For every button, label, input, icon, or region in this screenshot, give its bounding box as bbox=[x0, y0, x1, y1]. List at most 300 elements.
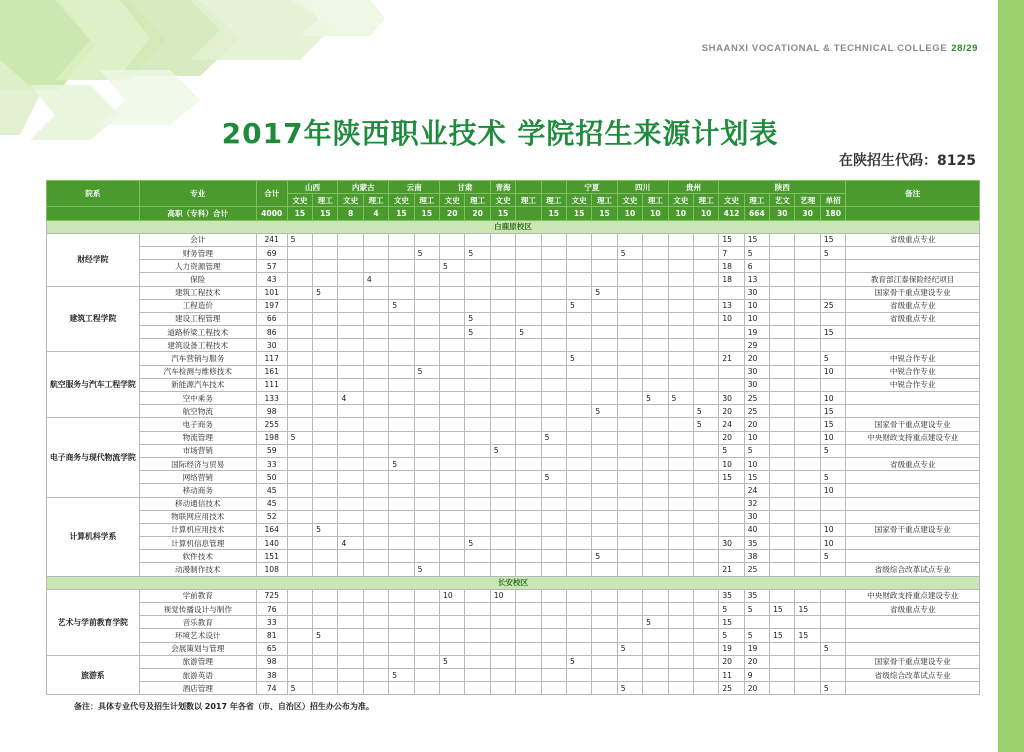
quota-cell bbox=[414, 523, 439, 536]
quota-cell bbox=[541, 497, 566, 510]
quota-cell: 10 bbox=[820, 537, 845, 550]
quota-cell bbox=[643, 642, 668, 655]
quota-cell bbox=[592, 246, 617, 259]
quota-cell bbox=[440, 431, 465, 444]
quota-cell: 5 bbox=[719, 629, 744, 642]
quota-cell bbox=[693, 233, 718, 246]
quota-cell: 18 bbox=[719, 260, 744, 273]
quota-cell bbox=[617, 365, 642, 378]
quota-cell bbox=[313, 642, 338, 655]
quota-cell bbox=[617, 497, 642, 510]
quota-cell: 5 bbox=[617, 246, 642, 259]
quota-cell bbox=[363, 457, 388, 470]
quota-cell bbox=[795, 550, 820, 563]
quota-cell bbox=[516, 510, 541, 523]
quota-cell bbox=[287, 616, 312, 629]
quota-cell bbox=[770, 312, 795, 325]
quota-cell bbox=[287, 537, 312, 550]
quota-cell bbox=[592, 392, 617, 405]
quota-cell bbox=[287, 523, 312, 536]
quota-cell bbox=[693, 365, 718, 378]
total-row-sum: 4000 bbox=[256, 207, 287, 220]
table-row bbox=[47, 629, 980, 642]
quota-cell bbox=[668, 312, 693, 325]
major-name: 人力资源管理 bbox=[139, 260, 256, 273]
quota-cell bbox=[541, 365, 566, 378]
major-remark bbox=[846, 260, 980, 273]
quota-cell bbox=[287, 286, 312, 299]
quota-cell bbox=[592, 273, 617, 286]
quota-cell bbox=[541, 299, 566, 312]
quota-cell bbox=[516, 682, 541, 695]
quota-cell bbox=[338, 246, 363, 259]
header-province: 内蒙古 bbox=[338, 181, 389, 194]
quota-cell bbox=[414, 444, 439, 457]
quota-cell bbox=[313, 326, 338, 339]
quota-cell: 5 bbox=[820, 682, 845, 695]
total-cell: 15 bbox=[414, 207, 439, 220]
major-name: 环境艺术设计 bbox=[139, 629, 256, 642]
major-remark: 中锐合作专业 bbox=[846, 352, 980, 365]
quota-cell bbox=[287, 444, 312, 457]
table-row bbox=[47, 260, 980, 273]
quota-cell bbox=[338, 616, 363, 629]
quota-cell bbox=[440, 233, 465, 246]
quota-cell bbox=[490, 233, 515, 246]
quota-cell: 5 bbox=[617, 642, 642, 655]
quota-cell bbox=[465, 563, 490, 576]
quota-cell bbox=[363, 484, 388, 497]
header-subhead: 理工 bbox=[693, 194, 718, 207]
quota-cell bbox=[414, 497, 439, 510]
quota-cell bbox=[440, 312, 465, 325]
quota-cell bbox=[440, 457, 465, 470]
quota-cell bbox=[440, 484, 465, 497]
major-total: 43 bbox=[256, 273, 287, 286]
quota-cell bbox=[541, 444, 566, 457]
quota-cell bbox=[617, 616, 642, 629]
quota-cell bbox=[770, 273, 795, 286]
quota-cell bbox=[440, 352, 465, 365]
quota-cell bbox=[338, 484, 363, 497]
quota-cell bbox=[338, 365, 363, 378]
quota-cell bbox=[338, 471, 363, 484]
quota-cell bbox=[643, 682, 668, 695]
quota-cell bbox=[516, 233, 541, 246]
quota-cell bbox=[363, 312, 388, 325]
quota-cell: 5 bbox=[287, 431, 312, 444]
major-remark: 国家骨干重点建设专业 bbox=[846, 523, 980, 536]
major-total: 197 bbox=[256, 299, 287, 312]
major-name: 汽车检测与维修技术 bbox=[139, 365, 256, 378]
table-row bbox=[47, 299, 980, 312]
quota-cell bbox=[566, 286, 591, 299]
quota-cell bbox=[541, 233, 566, 246]
quota-cell bbox=[465, 550, 490, 563]
header-total: 合计 bbox=[256, 181, 287, 207]
total-cell: 15 bbox=[287, 207, 312, 220]
quota-cell: 5 bbox=[820, 550, 845, 563]
quota-cell bbox=[643, 246, 668, 259]
major-total: 76 bbox=[256, 603, 287, 616]
quota-cell bbox=[643, 484, 668, 497]
major-name: 物流管理 bbox=[139, 431, 256, 444]
quota-cell bbox=[313, 497, 338, 510]
quota-cell: 5 bbox=[744, 603, 769, 616]
quota-cell bbox=[363, 392, 388, 405]
quota-cell bbox=[389, 550, 414, 563]
quota-cell: 5 bbox=[693, 418, 718, 431]
quota-cell bbox=[617, 603, 642, 616]
table-row bbox=[47, 246, 980, 259]
quota-cell bbox=[795, 392, 820, 405]
quota-cell: 10 bbox=[744, 431, 769, 444]
major-total: 66 bbox=[256, 312, 287, 325]
quota-cell bbox=[566, 326, 591, 339]
table-row bbox=[47, 510, 980, 523]
quota-cell bbox=[287, 563, 312, 576]
quota-cell bbox=[770, 339, 795, 352]
quota-cell bbox=[566, 418, 591, 431]
quota-cell bbox=[592, 431, 617, 444]
table-row bbox=[47, 286, 980, 299]
quota-cell bbox=[440, 273, 465, 286]
quota-cell bbox=[541, 523, 566, 536]
major-name: 动漫制作技术 bbox=[139, 563, 256, 576]
quota-cell bbox=[592, 629, 617, 642]
quota-cell: 5 bbox=[566, 352, 591, 365]
quota-cell bbox=[617, 431, 642, 444]
quota-cell: 25 bbox=[719, 682, 744, 695]
quota-cell bbox=[592, 471, 617, 484]
quota-cell bbox=[566, 339, 591, 352]
quota-cell bbox=[363, 523, 388, 536]
quota-cell bbox=[617, 273, 642, 286]
quota-cell bbox=[592, 655, 617, 668]
quota-cell bbox=[338, 563, 363, 576]
quota-cell bbox=[643, 589, 668, 602]
quota-cell bbox=[465, 616, 490, 629]
quota-cell: 5 bbox=[440, 655, 465, 668]
major-total: 45 bbox=[256, 484, 287, 497]
quota-cell bbox=[770, 392, 795, 405]
quota-cell bbox=[389, 326, 414, 339]
quota-cell bbox=[389, 655, 414, 668]
quota-cell bbox=[313, 603, 338, 616]
quota-cell bbox=[566, 471, 591, 484]
quota-cell: 5 bbox=[313, 523, 338, 536]
page-title: 2017年陕西职业技术 学院招生来源计划表 bbox=[221, 117, 779, 150]
header-subhead: 理工 bbox=[363, 194, 388, 207]
quota-cell bbox=[617, 537, 642, 550]
quota-cell bbox=[770, 510, 795, 523]
quota-cell bbox=[744, 616, 769, 629]
quota-cell bbox=[770, 471, 795, 484]
quota-cell bbox=[770, 497, 795, 510]
quota-cell bbox=[566, 312, 591, 325]
quota-cell bbox=[643, 471, 668, 484]
quota-cell bbox=[287, 418, 312, 431]
quota-cell bbox=[820, 312, 845, 325]
quota-cell bbox=[490, 457, 515, 470]
quota-cell: 10 bbox=[820, 365, 845, 378]
header-remark: 备注 bbox=[846, 181, 980, 207]
total-cell: 30 bbox=[770, 207, 795, 220]
quota-cell bbox=[465, 286, 490, 299]
quota-cell bbox=[668, 616, 693, 629]
quota-cell bbox=[693, 312, 718, 325]
quota-cell bbox=[490, 616, 515, 629]
quota-cell bbox=[287, 326, 312, 339]
table-row bbox=[47, 378, 980, 391]
major-total: 133 bbox=[256, 392, 287, 405]
quota-cell bbox=[541, 326, 566, 339]
quota-cell: 5 bbox=[744, 444, 769, 457]
quota-cell bbox=[287, 365, 312, 378]
quota-cell bbox=[313, 418, 338, 431]
quota-cell bbox=[465, 603, 490, 616]
quota-cell bbox=[566, 510, 591, 523]
quota-cell bbox=[820, 603, 845, 616]
quota-cell bbox=[338, 589, 363, 602]
quota-cell bbox=[363, 326, 388, 339]
total-cell: 20 bbox=[440, 207, 465, 220]
total-cell: 8 bbox=[338, 207, 363, 220]
major-total: 161 bbox=[256, 365, 287, 378]
quota-cell bbox=[389, 418, 414, 431]
quota-cell: 5 bbox=[566, 655, 591, 668]
quota-cell bbox=[490, 339, 515, 352]
quota-cell bbox=[617, 550, 642, 563]
major-remark: 国家骨干重点建设专业 bbox=[846, 418, 980, 431]
quota-cell bbox=[617, 523, 642, 536]
quota-cell bbox=[643, 260, 668, 273]
quota-cell bbox=[693, 523, 718, 536]
quota-cell bbox=[668, 682, 693, 695]
quota-cell bbox=[440, 286, 465, 299]
quota-cell bbox=[719, 339, 744, 352]
quota-cell bbox=[617, 418, 642, 431]
header-province-blank bbox=[516, 181, 541, 194]
quota-cell bbox=[770, 260, 795, 273]
quota-cell bbox=[287, 273, 312, 286]
quota-cell bbox=[414, 312, 439, 325]
quota-cell: 19 bbox=[744, 326, 769, 339]
quota-cell bbox=[414, 629, 439, 642]
quota-cell bbox=[820, 273, 845, 286]
quota-cell bbox=[287, 378, 312, 391]
major-remark: 中锐合作专业 bbox=[846, 378, 980, 391]
major-remark: 省级重点专业 bbox=[846, 312, 980, 325]
quota-cell bbox=[287, 655, 312, 668]
quota-cell bbox=[541, 312, 566, 325]
header-subhead: 理工 bbox=[744, 194, 769, 207]
quota-cell bbox=[693, 616, 718, 629]
quota-cell bbox=[465, 273, 490, 286]
table-row bbox=[47, 603, 980, 616]
major-name: 会计 bbox=[139, 233, 256, 246]
quota-cell bbox=[414, 299, 439, 312]
major-name: 国际经济与贸易 bbox=[139, 457, 256, 470]
quota-cell: 9 bbox=[744, 668, 769, 681]
quota-cell bbox=[516, 431, 541, 444]
table-row bbox=[47, 431, 980, 444]
quota-cell bbox=[490, 299, 515, 312]
quota-cell bbox=[389, 589, 414, 602]
quota-cell bbox=[643, 405, 668, 418]
quota-cell bbox=[643, 273, 668, 286]
quota-cell bbox=[592, 418, 617, 431]
major-remark: 中央财政支持重点建设专业 bbox=[846, 431, 980, 444]
total-row bbox=[47, 207, 980, 220]
quota-cell bbox=[313, 378, 338, 391]
quota-cell bbox=[490, 260, 515, 273]
quota-cell: 30 bbox=[719, 537, 744, 550]
quota-cell: 35 bbox=[719, 589, 744, 602]
quota-cell: 20 bbox=[744, 682, 769, 695]
quota-cell bbox=[414, 642, 439, 655]
quota-cell: 5 bbox=[820, 352, 845, 365]
quota-cell bbox=[363, 471, 388, 484]
quota-cell bbox=[287, 457, 312, 470]
quota-cell bbox=[516, 312, 541, 325]
quota-cell: 5 bbox=[465, 326, 490, 339]
quota-cell bbox=[440, 246, 465, 259]
quota-cell bbox=[617, 312, 642, 325]
quota-cell bbox=[338, 352, 363, 365]
major-remark: 省级综合改革试点专业 bbox=[846, 563, 980, 576]
quota-cell bbox=[617, 510, 642, 523]
quota-cell: 15 bbox=[744, 471, 769, 484]
quota-cell bbox=[363, 299, 388, 312]
table-row bbox=[47, 444, 980, 457]
quota-cell bbox=[516, 550, 541, 563]
quota-cell bbox=[287, 299, 312, 312]
quota-cell bbox=[643, 444, 668, 457]
quota-cell bbox=[820, 563, 845, 576]
quota-cell bbox=[668, 405, 693, 418]
major-name: 新能源汽车技术 bbox=[139, 378, 256, 391]
header-college: 院系 bbox=[47, 181, 140, 207]
quota-cell bbox=[643, 352, 668, 365]
quota-cell bbox=[592, 260, 617, 273]
quota-cell bbox=[465, 299, 490, 312]
quota-cell bbox=[541, 484, 566, 497]
quota-cell bbox=[668, 273, 693, 286]
header-subhead: 单招 bbox=[820, 194, 845, 207]
quota-cell: 5 bbox=[490, 444, 515, 457]
quota-cell bbox=[313, 233, 338, 246]
quota-cell bbox=[465, 431, 490, 444]
quota-cell bbox=[643, 668, 668, 681]
quota-cell bbox=[693, 431, 718, 444]
quota-cell bbox=[541, 642, 566, 655]
quota-cell bbox=[414, 655, 439, 668]
quota-cell: 5 bbox=[313, 629, 338, 642]
quota-cell: 30 bbox=[744, 286, 769, 299]
quota-cell bbox=[389, 392, 414, 405]
quota-cell bbox=[287, 312, 312, 325]
quota-cell bbox=[541, 668, 566, 681]
quota-cell bbox=[770, 616, 795, 629]
quota-cell bbox=[643, 497, 668, 510]
major-total: 108 bbox=[256, 563, 287, 576]
quota-cell bbox=[541, 537, 566, 550]
quota-cell bbox=[440, 563, 465, 576]
major-name: 学前教育 bbox=[139, 589, 256, 602]
quota-cell bbox=[541, 405, 566, 418]
quota-cell bbox=[465, 392, 490, 405]
quota-cell bbox=[592, 365, 617, 378]
quota-cell bbox=[592, 682, 617, 695]
quota-cell bbox=[440, 299, 465, 312]
quota-cell: 5 bbox=[820, 444, 845, 457]
major-remark: 教育部江泰保险经纪项目 bbox=[846, 273, 980, 286]
quota-cell bbox=[287, 471, 312, 484]
quota-cell bbox=[795, 484, 820, 497]
quota-cell bbox=[795, 497, 820, 510]
quota-cell bbox=[440, 444, 465, 457]
major-remark bbox=[846, 444, 980, 457]
table-row bbox=[47, 457, 980, 470]
quota-cell: 15 bbox=[820, 326, 845, 339]
quota-cell bbox=[516, 457, 541, 470]
quota-cell bbox=[338, 378, 363, 391]
quota-cell bbox=[363, 339, 388, 352]
quota-cell bbox=[617, 286, 642, 299]
major-total: 45 bbox=[256, 497, 287, 510]
quota-cell: 5 bbox=[414, 246, 439, 259]
quota-cell bbox=[490, 326, 515, 339]
quota-cell bbox=[338, 457, 363, 470]
quota-cell: 5 bbox=[566, 299, 591, 312]
quota-cell bbox=[338, 418, 363, 431]
quota-cell bbox=[541, 550, 566, 563]
quota-cell bbox=[770, 537, 795, 550]
college-name: 财经学院 bbox=[47, 233, 140, 286]
quota-cell bbox=[414, 378, 439, 391]
quota-cell bbox=[770, 668, 795, 681]
quota-cell bbox=[414, 260, 439, 273]
quota-cell bbox=[668, 563, 693, 576]
quota-cell bbox=[592, 603, 617, 616]
quota-cell bbox=[490, 471, 515, 484]
quota-cell: 35 bbox=[744, 537, 769, 550]
quota-cell bbox=[313, 484, 338, 497]
major-name: 音乐教育 bbox=[139, 616, 256, 629]
quota-cell bbox=[795, 537, 820, 550]
quota-cell: 5 bbox=[287, 682, 312, 695]
quota-cell bbox=[668, 629, 693, 642]
quota-cell bbox=[668, 550, 693, 563]
quota-cell: 5 bbox=[414, 563, 439, 576]
quota-cell: 10 bbox=[820, 431, 845, 444]
quota-cell bbox=[795, 616, 820, 629]
major-total: 69 bbox=[256, 246, 287, 259]
major-remark bbox=[846, 405, 980, 418]
quota-cell bbox=[440, 405, 465, 418]
major-total: 255 bbox=[256, 418, 287, 431]
quota-cell bbox=[465, 668, 490, 681]
quota-cell bbox=[541, 260, 566, 273]
quota-cell bbox=[389, 365, 414, 378]
major-total: 241 bbox=[256, 233, 287, 246]
quota-cell bbox=[668, 326, 693, 339]
quota-cell bbox=[465, 444, 490, 457]
quota-cell bbox=[465, 497, 490, 510]
quota-cell bbox=[465, 471, 490, 484]
quota-cell bbox=[693, 286, 718, 299]
